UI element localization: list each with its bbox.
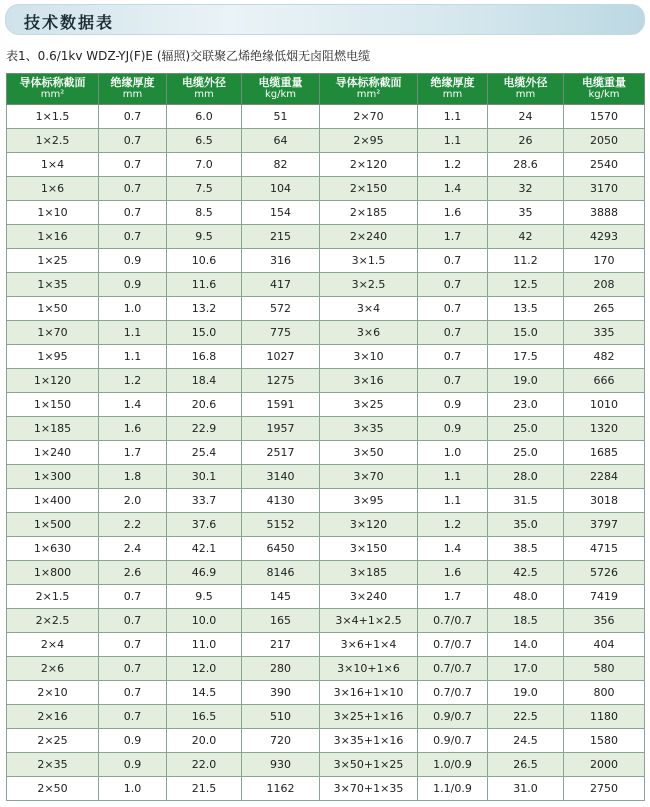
- table-cell: 22.0: [167, 753, 242, 777]
- table-row: [7, 249, 645, 273]
- table-cell: 26.5: [488, 753, 564, 777]
- table-cell: 2000: [564, 753, 645, 777]
- table-cell: 2.0: [99, 489, 167, 513]
- table-cell: 0.7: [418, 273, 488, 297]
- table-cell: 1.7: [418, 585, 488, 609]
- table-cell: 3×10: [320, 345, 418, 369]
- table-cell: 1×16: [7, 225, 99, 249]
- table-body: [7, 105, 645, 801]
- table-cell: 1×6: [7, 177, 99, 201]
- table-cell: 16.8: [167, 345, 242, 369]
- table-cell: 28.6: [488, 153, 564, 177]
- table-cell: 3×240: [320, 585, 418, 609]
- table-cell: 35: [488, 201, 564, 225]
- table-cell: 10.0: [167, 609, 242, 633]
- table-cell: 0.9/0.7: [418, 729, 488, 753]
- table-cell: 0.9: [99, 249, 167, 273]
- table-cell: 28.0: [488, 465, 564, 489]
- table-cell: 3×25: [320, 393, 418, 417]
- table-cell: 2284: [564, 465, 645, 489]
- table-cell: 3×70: [320, 465, 418, 489]
- table-cell: 0.9: [99, 729, 167, 753]
- table-cell: 404: [564, 633, 645, 657]
- table-row: [7, 561, 645, 585]
- table-cell: 7.0: [167, 153, 242, 177]
- table-row: [7, 393, 645, 417]
- table-cell: 0.7: [99, 657, 167, 681]
- table-cell: 12.0: [167, 657, 242, 681]
- table-cell: 1×150: [7, 393, 99, 417]
- table-cell: 3×185: [320, 561, 418, 585]
- table-cell: 1.2: [99, 369, 167, 393]
- table-cell: 46.9: [167, 561, 242, 585]
- table-cell: 16.5: [167, 705, 242, 729]
- table-cell: 3797: [564, 513, 645, 537]
- table-cell: 2×185: [320, 201, 418, 225]
- table-cell: 1.1/0.9: [418, 777, 488, 801]
- table-cell: 1.6: [418, 201, 488, 225]
- table-cell: 1591: [242, 393, 320, 417]
- table-cell: 21.5: [167, 777, 242, 801]
- table-row: [7, 345, 645, 369]
- table-cell: 1.6: [99, 417, 167, 441]
- table-cell: 0.7: [99, 105, 167, 129]
- table-cell: 3×35: [320, 417, 418, 441]
- table-cell: 154: [242, 201, 320, 225]
- header-label: 导体标称截面: [19, 76, 86, 89]
- table-cell: 2×4: [7, 633, 99, 657]
- table-cell: 1×4: [7, 153, 99, 177]
- table-cell: 3×1.5: [320, 249, 418, 273]
- table-cell: 316: [242, 249, 320, 273]
- table-cell: 2×240: [320, 225, 418, 249]
- header-row: [7, 74, 645, 105]
- header-label: 电缆外径: [503, 76, 548, 89]
- table-cell: 1.0: [99, 297, 167, 321]
- header-unit: mm: [194, 89, 214, 100]
- table-cell: 0.7: [99, 201, 167, 225]
- table-cell: 0.7/0.7: [418, 681, 488, 705]
- table-cell: 3140: [242, 465, 320, 489]
- table-cell: 0.7: [418, 345, 488, 369]
- table-cell: 82: [242, 153, 320, 177]
- table-cell: 145: [242, 585, 320, 609]
- table-row: [7, 201, 645, 225]
- table-cell: 3×16+1×10: [320, 681, 418, 705]
- table-cell: 2.6: [99, 561, 167, 585]
- table-cell: 0.9: [99, 753, 167, 777]
- table-cell: 3×4: [320, 297, 418, 321]
- table-cell: 0.9: [418, 417, 488, 441]
- table-cell: 42: [488, 225, 564, 249]
- table-cell: 1.0/0.9: [418, 753, 488, 777]
- table-cell: 1×400: [7, 489, 99, 513]
- table-cell: 0.7: [418, 297, 488, 321]
- table-cell: 1.2: [418, 153, 488, 177]
- table-cell: 13.2: [167, 297, 242, 321]
- table-cell: 1027: [242, 345, 320, 369]
- table-cell: 25.0: [488, 417, 564, 441]
- table-cell: 1×120: [7, 369, 99, 393]
- table-cell: 3×120: [320, 513, 418, 537]
- table-cell: 2×10: [7, 681, 99, 705]
- table-cell: 280: [242, 657, 320, 681]
- table-cell: 30.1: [167, 465, 242, 489]
- table-cell: 31.0: [488, 777, 564, 801]
- table-cell: 12.5: [488, 273, 564, 297]
- table-cell: 1.2: [418, 513, 488, 537]
- table-cell: 9.5: [167, 585, 242, 609]
- table-cell: 0.7: [99, 153, 167, 177]
- table-row: [7, 225, 645, 249]
- table-cell: 7.5: [167, 177, 242, 201]
- table-cell: 25.0: [488, 441, 564, 465]
- table-cell: 35.0: [488, 513, 564, 537]
- table-cell: 3×35+1×16: [320, 729, 418, 753]
- table-row: [7, 681, 645, 705]
- table-cell: 1685: [564, 441, 645, 465]
- table-cell: 1180: [564, 705, 645, 729]
- table-row: [7, 465, 645, 489]
- table-row: [7, 273, 645, 297]
- table-cell: 17.0: [488, 657, 564, 681]
- table-cell: 1×300: [7, 465, 99, 489]
- table-cell: 572: [242, 297, 320, 321]
- table-cell: 26: [488, 129, 564, 153]
- table-cell: 3018: [564, 489, 645, 513]
- table-cell: 3×6+1×4: [320, 633, 418, 657]
- table-cell: 24.5: [488, 729, 564, 753]
- table-cell: 33.7: [167, 489, 242, 513]
- table-cell: 0.9: [418, 393, 488, 417]
- table-cell: 417: [242, 273, 320, 297]
- table-cell: 3888: [564, 201, 645, 225]
- table-cell: 20.0: [167, 729, 242, 753]
- table-cell: 15.0: [488, 321, 564, 345]
- table-cell: 42.1: [167, 537, 242, 561]
- table-cell: 3×4+1×2.5: [320, 609, 418, 633]
- table-cell: 2×1.5: [7, 585, 99, 609]
- table-cell: 11.6: [167, 273, 242, 297]
- table-cell: 2050: [564, 129, 645, 153]
- table-cell: 11.2: [488, 249, 564, 273]
- table-cell: 4293: [564, 225, 645, 249]
- table-cell: 1×800: [7, 561, 99, 585]
- table-cell: 2×6: [7, 657, 99, 681]
- table-cell: 4715: [564, 537, 645, 561]
- table-row: [7, 705, 645, 729]
- table-cell: 2540: [564, 153, 645, 177]
- cable-weight-header-2: [564, 74, 645, 105]
- header-unit: kg/km: [264, 89, 297, 100]
- table-cell: 0.7/0.7: [418, 609, 488, 633]
- table-cell: 8146: [242, 561, 320, 585]
- table-row: [7, 777, 645, 801]
- table-cell: 2×120: [320, 153, 418, 177]
- table-row: [7, 753, 645, 777]
- table-cell: 1×2.5: [7, 129, 99, 153]
- table-header: [7, 74, 645, 105]
- table-cell: 580: [564, 657, 645, 681]
- table-cell: 720: [242, 729, 320, 753]
- table-cell: 1×95: [7, 345, 99, 369]
- table-cell: 1×50: [7, 297, 99, 321]
- table-cell: 1×630: [7, 537, 99, 561]
- table-cell: 1275: [242, 369, 320, 393]
- title-banner: [5, 4, 645, 35]
- table-cell: 104: [242, 177, 320, 201]
- header-unit: mm: [122, 89, 143, 100]
- table-cell: 1.1: [418, 129, 488, 153]
- conductor-section-header-2: [320, 74, 418, 105]
- table-cell: 2×70: [320, 105, 418, 129]
- table-cell: 17.5: [488, 345, 564, 369]
- header-label: 绝缘厚度: [430, 76, 475, 89]
- conductor-section-header: [7, 74, 99, 105]
- table-cell: 51: [242, 105, 320, 129]
- table-cell: 3×50: [320, 441, 418, 465]
- table-cell: 6.5: [167, 129, 242, 153]
- table-cell: 1×10: [7, 201, 99, 225]
- table-cell: 9.5: [167, 225, 242, 249]
- table-cell: 2750: [564, 777, 645, 801]
- cable-diameter-header-2: [488, 74, 564, 105]
- table-cell: 1.0: [418, 441, 488, 465]
- table-cell: 0.7: [418, 249, 488, 273]
- table-cell: 10.6: [167, 249, 242, 273]
- table-cell: 0.7/0.7: [418, 657, 488, 681]
- table-cell: 3×2.5: [320, 273, 418, 297]
- table-cell: 390: [242, 681, 320, 705]
- table-cell: 2×150: [320, 177, 418, 201]
- table-cell: 3×6: [320, 321, 418, 345]
- header-label: 电缆外径: [182, 76, 226, 89]
- table-cell: 0.7: [99, 609, 167, 633]
- insulation-thickness-header: [99, 74, 167, 105]
- table-cell: 15.0: [167, 321, 242, 345]
- table-cell: 1×1.5: [7, 105, 99, 129]
- table-row: [7, 585, 645, 609]
- table-cell: 3×50+1×25: [320, 753, 418, 777]
- table-cell: 170: [564, 249, 645, 273]
- table-row: [7, 633, 645, 657]
- header-unit: kg/km: [588, 89, 620, 100]
- table-cell: 0.7: [99, 177, 167, 201]
- table-cell: 0.9/0.7: [418, 705, 488, 729]
- table-cell: 1.8: [99, 465, 167, 489]
- table-cell: 13.5: [488, 297, 564, 321]
- table-row: [7, 105, 645, 129]
- table-cell: 0.7: [99, 681, 167, 705]
- table-cell: 0.9: [99, 273, 167, 297]
- table-row: [7, 513, 645, 537]
- cable-weight-header: [242, 74, 320, 105]
- table-cell: 0.7/0.7: [418, 633, 488, 657]
- table-cell: 0.7: [99, 585, 167, 609]
- table-cell: 7419: [564, 585, 645, 609]
- table-cell: 3×25+1×16: [320, 705, 418, 729]
- table-cell: 1×35: [7, 273, 99, 297]
- table-cell: 2×95: [320, 129, 418, 153]
- table-cell: 1.1: [99, 321, 167, 345]
- table-cell: 6.0: [167, 105, 242, 129]
- table-cell: 1.1: [99, 345, 167, 369]
- table-cell: 1162: [242, 777, 320, 801]
- table-cell: 0.7: [418, 321, 488, 345]
- table-caption: 表1、0.6/1kv WDZ-YJ(F)E (辐照)交联聚乙烯绝缘低烟无卤阻燃电缆: [6, 49, 371, 63]
- table-cell: 2×35: [7, 753, 99, 777]
- table-row: [7, 321, 645, 345]
- header-unit: mm²: [40, 89, 65, 100]
- table-row: [7, 657, 645, 681]
- table-cell: 3×95: [320, 489, 418, 513]
- table-cell: 18.4: [167, 369, 242, 393]
- table-cell: 1×185: [7, 417, 99, 441]
- table-cell: 19.0: [488, 369, 564, 393]
- table-cell: 2×16: [7, 705, 99, 729]
- header-label: 电缆重量: [582, 76, 626, 89]
- spec-table: [6, 73, 645, 801]
- table-cell: 3×16: [320, 369, 418, 393]
- table-cell: 8.5: [167, 201, 242, 225]
- table-cell: 0.7: [99, 129, 167, 153]
- table-cell: 5152: [242, 513, 320, 537]
- table-row: [7, 177, 645, 201]
- table-cell: 3170: [564, 177, 645, 201]
- table-cell: 800: [564, 681, 645, 705]
- table-cell: 4130: [242, 489, 320, 513]
- table-cell: 3×150: [320, 537, 418, 561]
- table-cell: 2×25: [7, 729, 99, 753]
- table-cell: 0.7: [99, 705, 167, 729]
- table-cell: 23.0: [488, 393, 564, 417]
- table-row: [7, 153, 645, 177]
- table-cell: 775: [242, 321, 320, 345]
- table-cell: 1.7: [99, 441, 167, 465]
- table-row: [7, 297, 645, 321]
- table-cell: 1580: [564, 729, 645, 753]
- page-title: 技术数据表: [24, 13, 115, 32]
- table-cell: 215: [242, 225, 320, 249]
- table-cell: 335: [564, 321, 645, 345]
- table-cell: 25.4: [167, 441, 242, 465]
- table-row: [7, 609, 645, 633]
- table-cell: 356: [564, 609, 645, 633]
- table-row: [7, 729, 645, 753]
- table-cell: 1.7: [418, 225, 488, 249]
- table-cell: 1320: [564, 417, 645, 441]
- table-cell: 1957: [242, 417, 320, 441]
- table-cell: 1.1: [418, 105, 488, 129]
- table-cell: 1×25: [7, 249, 99, 273]
- table-cell: 20.6: [167, 393, 242, 417]
- table-cell: 208: [564, 273, 645, 297]
- table-cell: 3×70+1×35: [320, 777, 418, 801]
- header-label: 电缆重量: [258, 76, 303, 89]
- table-cell: 0.7: [418, 369, 488, 393]
- table-cell: 5726: [564, 561, 645, 585]
- table-cell: 1.4: [99, 393, 167, 417]
- table-cell: 1.1: [418, 465, 488, 489]
- table-cell: 1×70: [7, 321, 99, 345]
- table-cell: 37.6: [167, 513, 242, 537]
- table-cell: 64: [242, 129, 320, 153]
- table-cell: 24: [488, 105, 564, 129]
- table-cell: 1×500: [7, 513, 99, 537]
- table-cell: 1.4: [418, 537, 488, 561]
- table-cell: 2×2.5: [7, 609, 99, 633]
- table-cell: 14.0: [488, 633, 564, 657]
- header-unit: mm: [442, 89, 463, 100]
- table-row: [7, 537, 645, 561]
- table-cell: 1.1: [418, 489, 488, 513]
- table-cell: 2517: [242, 441, 320, 465]
- table-cell: 42.5: [488, 561, 564, 585]
- table-cell: 38.5: [488, 537, 564, 561]
- table-cell: 32: [488, 177, 564, 201]
- table-cell: 1.0: [99, 777, 167, 801]
- header-unit: mm²: [356, 89, 381, 100]
- table-row: [7, 369, 645, 393]
- table-cell: 19.0: [488, 681, 564, 705]
- table-cell: 2.2: [99, 513, 167, 537]
- table-cell: 6450: [242, 537, 320, 561]
- table-cell: 1×240: [7, 441, 99, 465]
- table-cell: 1010: [564, 393, 645, 417]
- table-cell: 31.5: [488, 489, 564, 513]
- table-row: [7, 489, 645, 513]
- insulation-thickness-header-2: [418, 74, 488, 105]
- table-cell: 11.0: [167, 633, 242, 657]
- table-cell: 22.5: [488, 705, 564, 729]
- table-cell: 1.4: [418, 177, 488, 201]
- table-cell: 510: [242, 705, 320, 729]
- table-cell: 18.5: [488, 609, 564, 633]
- header-label: 导体标称截面: [335, 76, 402, 89]
- cable-diameter-header: [167, 74, 242, 105]
- table-cell: 48.0: [488, 585, 564, 609]
- table-cell: 3×10+1×6: [320, 657, 418, 681]
- table-cell: 22.9: [167, 417, 242, 441]
- table-row: [7, 417, 645, 441]
- table-cell: 265: [564, 297, 645, 321]
- table-cell: 2.4: [99, 537, 167, 561]
- table-cell: 930: [242, 753, 320, 777]
- table-cell: 482: [564, 345, 645, 369]
- table-cell: 1570: [564, 105, 645, 129]
- table-cell: 2×50: [7, 777, 99, 801]
- table-cell: 0.7: [99, 633, 167, 657]
- table-row: [7, 129, 645, 153]
- header-label: 绝缘厚度: [110, 76, 155, 89]
- table-cell: 165: [242, 609, 320, 633]
- table-cell: 0.7: [99, 225, 167, 249]
- header-unit: mm: [515, 89, 536, 100]
- table-cell: 666: [564, 369, 645, 393]
- table-cell: 217: [242, 633, 320, 657]
- table-cell: 1.6: [418, 561, 488, 585]
- table-cell: 14.5: [167, 681, 242, 705]
- table-row: [7, 441, 645, 465]
